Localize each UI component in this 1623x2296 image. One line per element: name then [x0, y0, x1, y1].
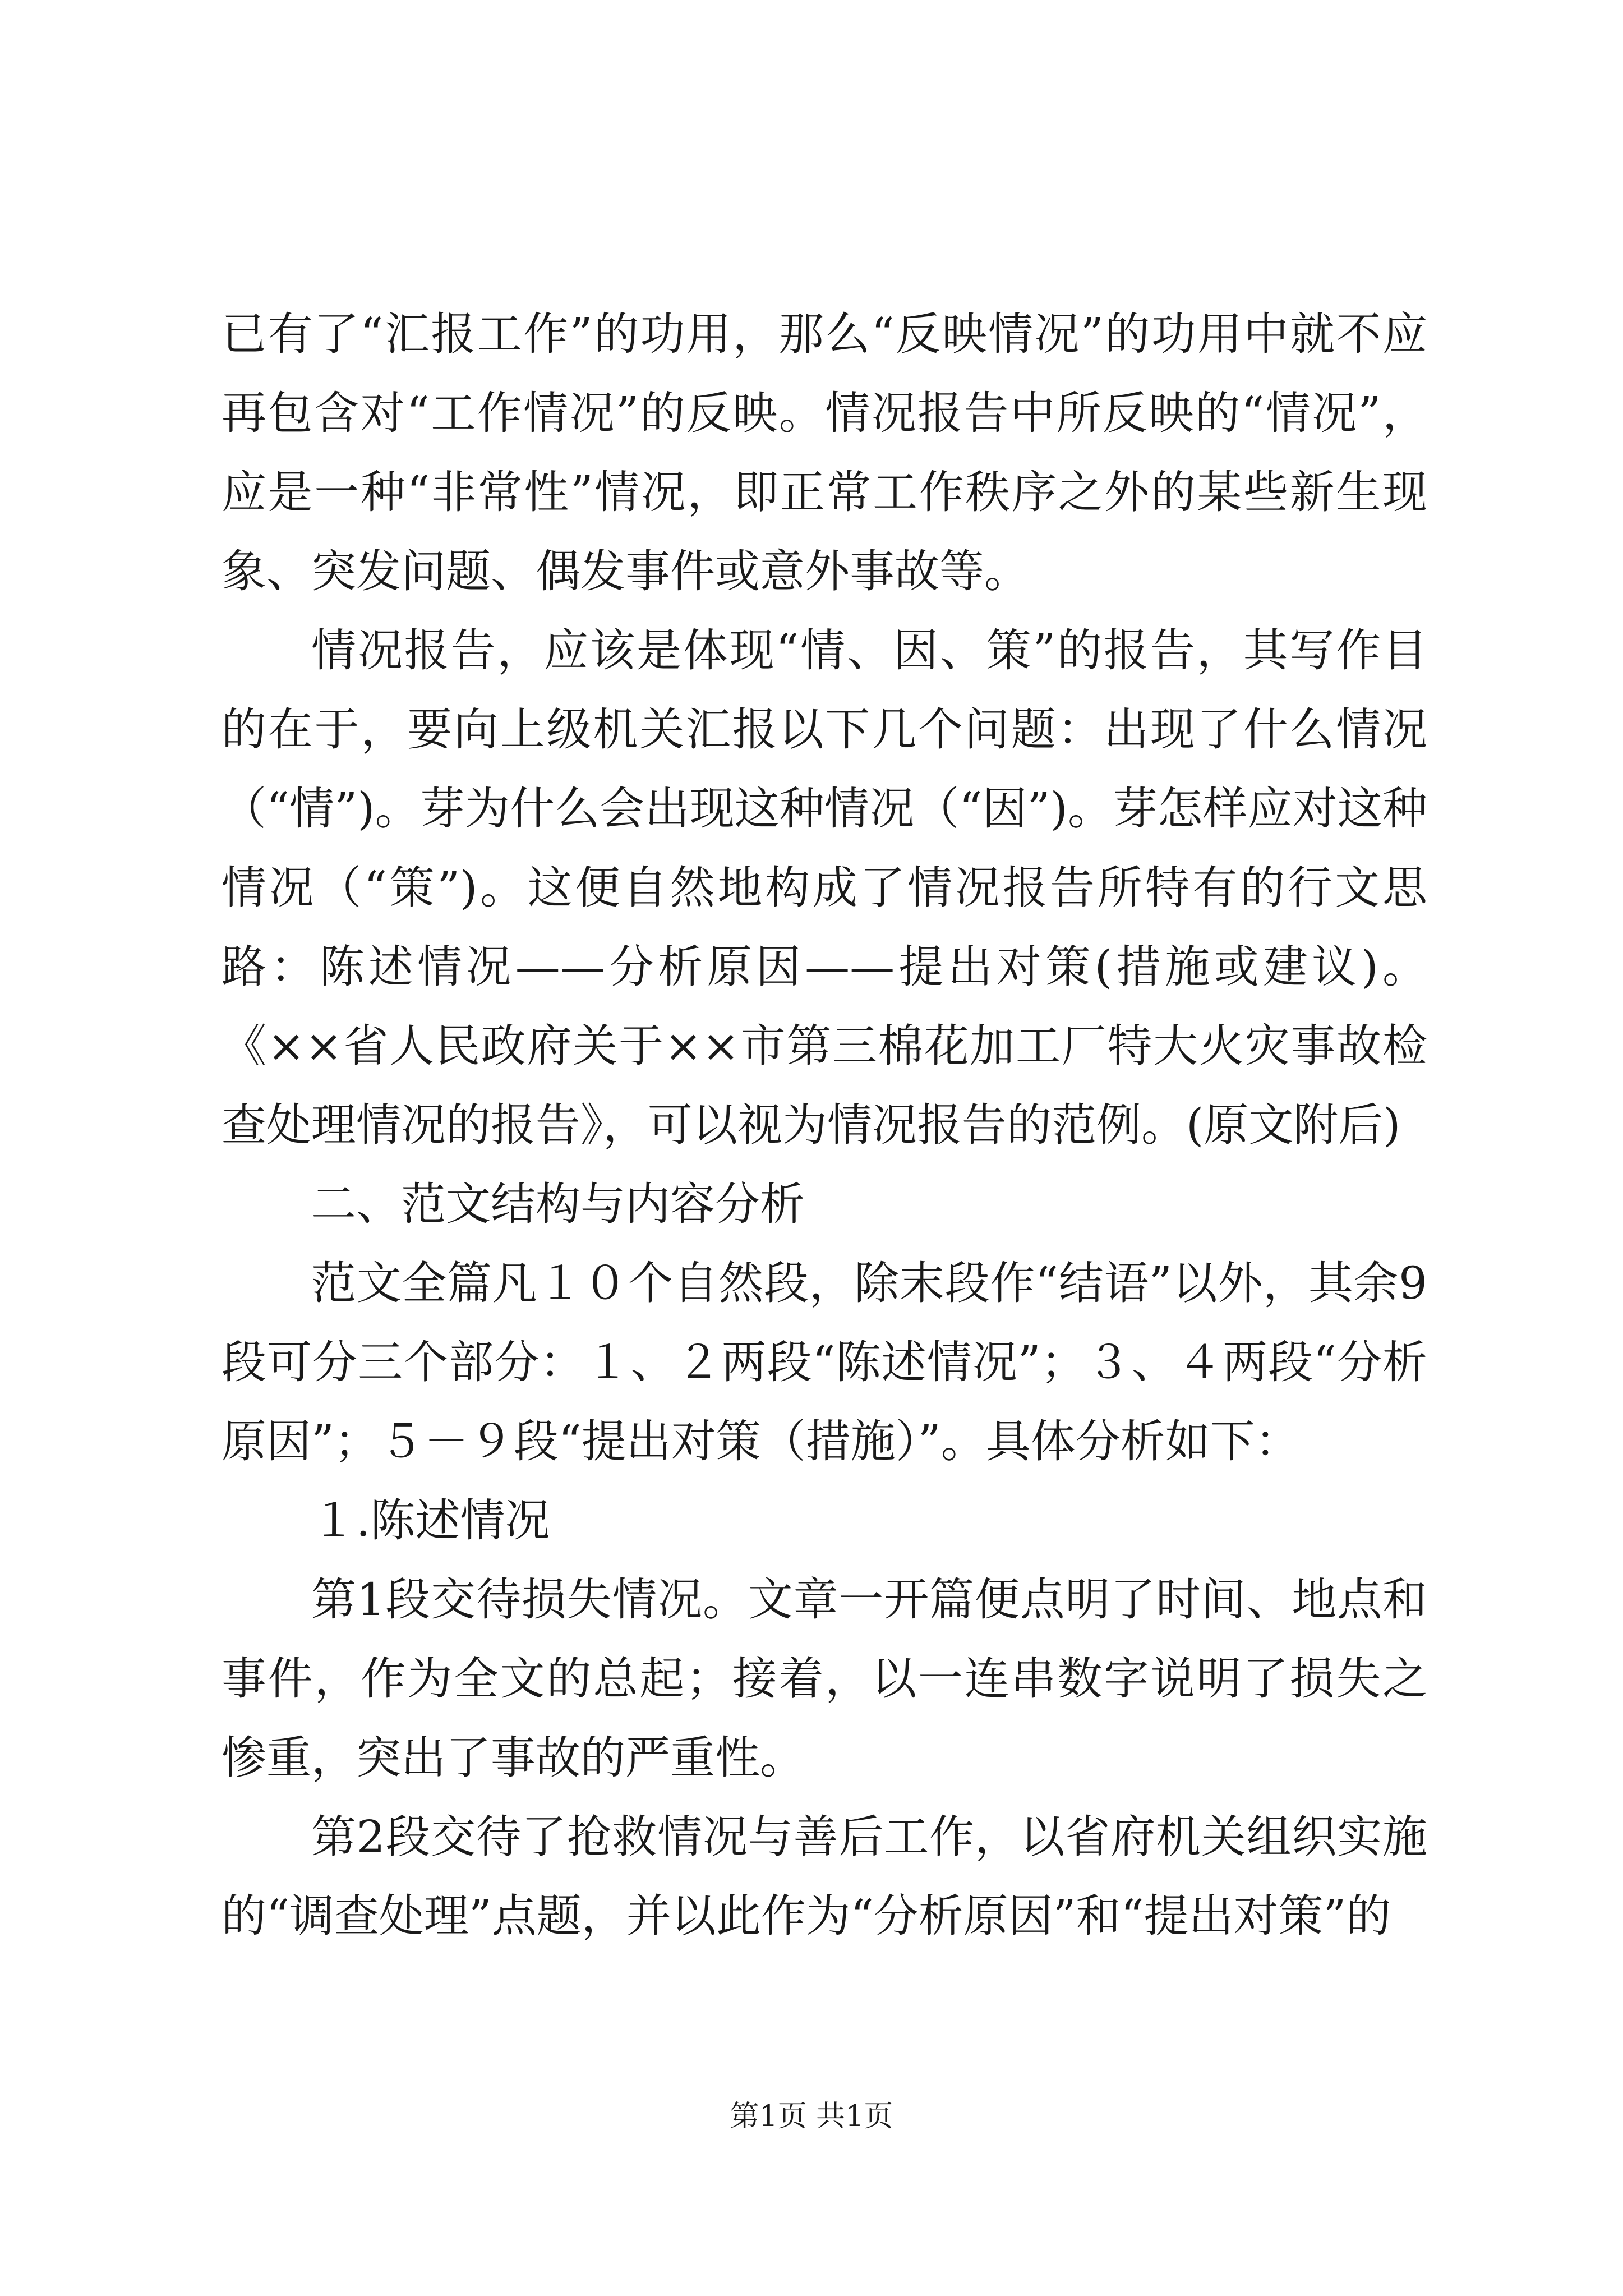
paragraph-situation-report: 情况报告，应该是体现“情、因、策”的报告，其写作目的在于，要向上级机关汇报以下几个问题：出现了什么情况（“情”)。芽为什么会出现这种情况（“因”)。芽怎样应对这种情况（“策”)。这便自然地构成了情况报告所特有的行文思路：陈述情况——分析原因——提出对策(措施或建议)。《××省人民政府关于××市第三棉花加工厂特大火灾事故检查处理情况的报告》，可以视为情况报告的范例。(原文附后) [222, 624, 1427, 1151]
section-heading: 二、范文结构与内容分析 [311, 1178, 805, 1230]
paragraph-continuation: 已有了“汇报工作”的功用，那么“反映情况”的功用中就不应再包含对“工作情况”的反映。情况报告中所反映的“情况”，应是一种“非常性”情况，即正常工作秩序之外的某些新生现象、突发问题、偶发事件或意外事故等。 [222, 308, 1427, 597]
document-body [222, 295, 1427, 1955]
subsection-heading: １.陈述情况 [311, 1494, 550, 1547]
page-number-footer: 第1页 共1页 [730, 2100, 893, 2133]
paragraph-section-2: 第2段交待了抢救情况与善后工作，以省府机关组织实施的“调查处理”点题，并以此作为“分析原因”和“提出对策”的 [222, 1811, 1427, 1942]
paragraph-section-1: 第1段交待损失情况。文章一开篇便点明了时间、地点和事件，作为全文的总起；接着，以一连串数字说明了损失之惨重，突出了事故的严重性。 [222, 1573, 1427, 1784]
paragraph-structure: 范文全篇凡１０个自然段，除末段作“结语”以外，其余9段可分三个部分：１、２两段“陈述情况”；３、４两段“分析原因”；５－９段“提出对策（措施）”。具体分析如下： [222, 1257, 1427, 1467]
